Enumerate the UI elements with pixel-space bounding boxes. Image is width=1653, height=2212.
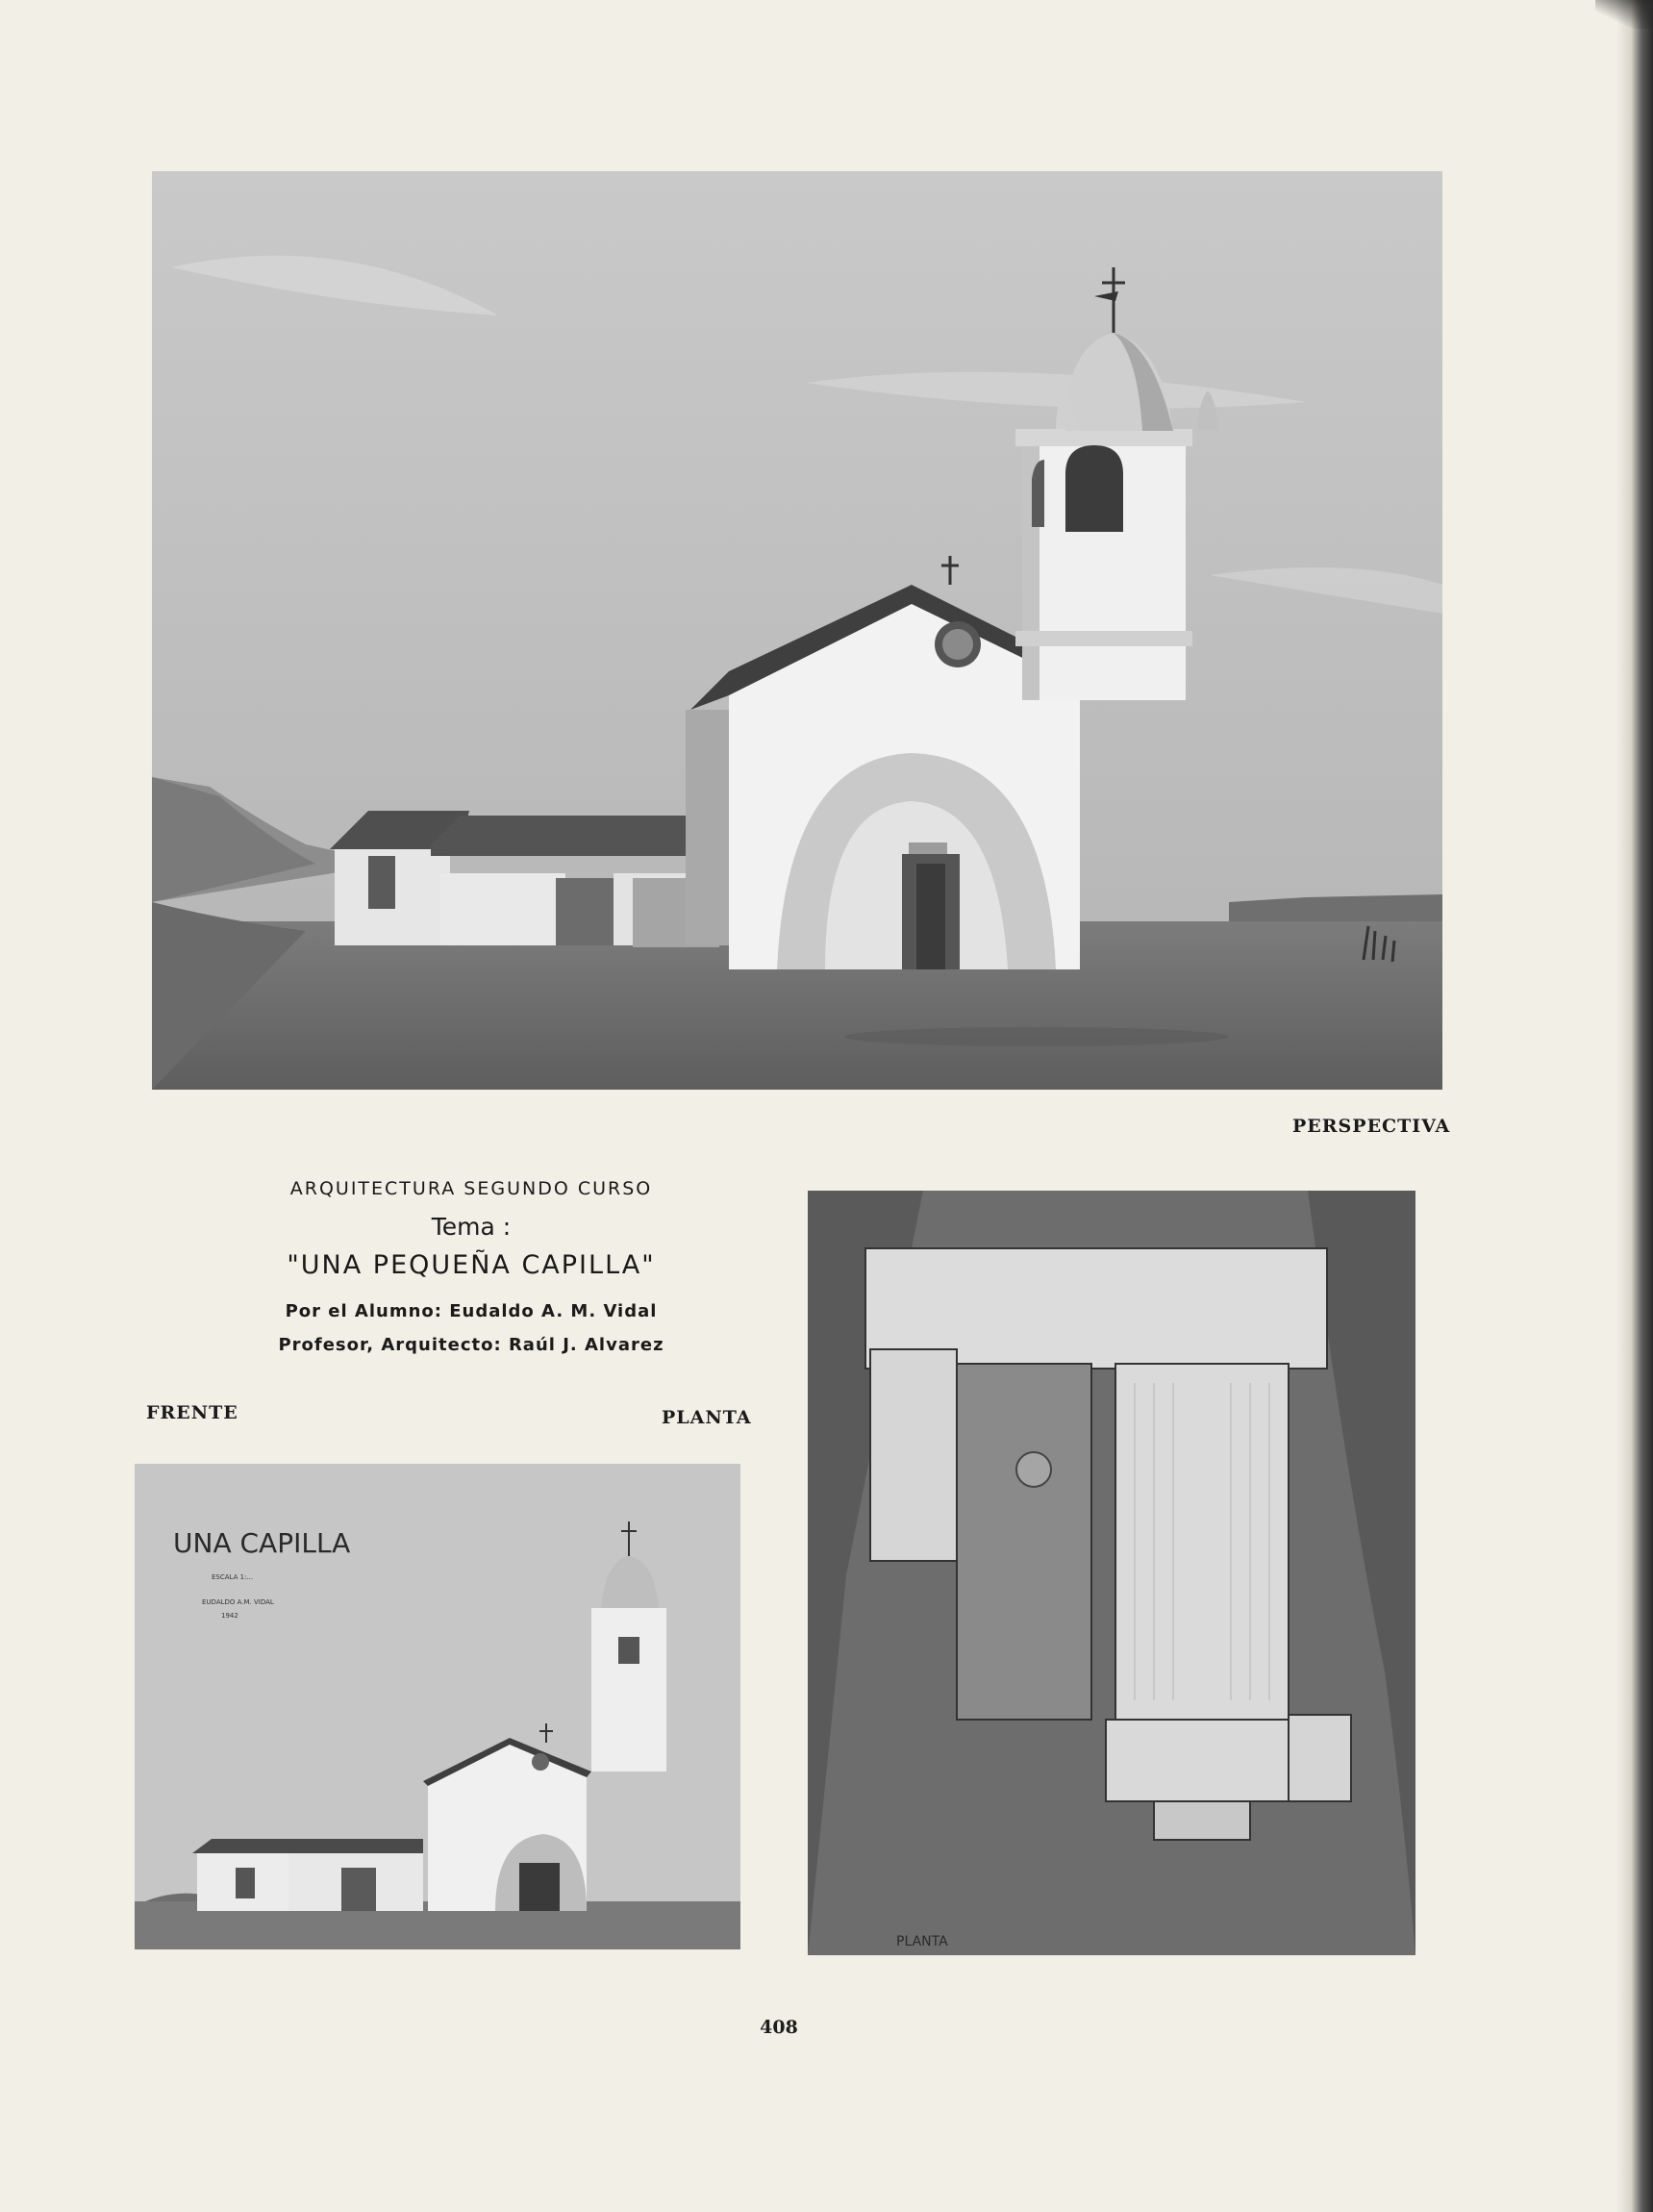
- perspective-caption: PERSPECTIVA: [1292, 1116, 1451, 1137]
- professor-credit: Profesor, Arquitecto: Raúl J. Alvarez: [278, 1335, 664, 1355]
- page-binding-shadow: [1616, 0, 1653, 2212]
- project-title: "UNA PEQUEÑA CAPILLA": [287, 1250, 656, 1280]
- plan-caption: PLANTA: [662, 1407, 752, 1428]
- front-drawing-year: 1942: [221, 1612, 238, 1620]
- front-drawing-scale: ESCALA 1:...: [212, 1573, 254, 1581]
- front-drawing-author: EUDALDO A.M. VIDAL: [202, 1598, 274, 1606]
- page-number: 408: [760, 2017, 798, 2038]
- front-drawing-title: UNA CAPILLA: [173, 1527, 351, 1559]
- title-block: [231, 1178, 712, 1369]
- tema-label: Tema :: [431, 1213, 512, 1241]
- floor-plan-illustration: [808, 1191, 1415, 1955]
- front-caption: FRENTE: [146, 1402, 238, 1423]
- page-corner-shadow: [1595, 0, 1653, 29]
- plan-drawing-label: PLANTA: [896, 1934, 948, 1949]
- course-title: ARQUITECTURA SEGUNDO CURSO: [289, 1178, 653, 1199]
- student-credit: Por el Alumno: Eudaldo A. M. Vidal: [285, 1301, 658, 1321]
- front-elevation-illustration: [135, 1464, 740, 1949]
- perspective-illustration: [152, 171, 1442, 1090]
